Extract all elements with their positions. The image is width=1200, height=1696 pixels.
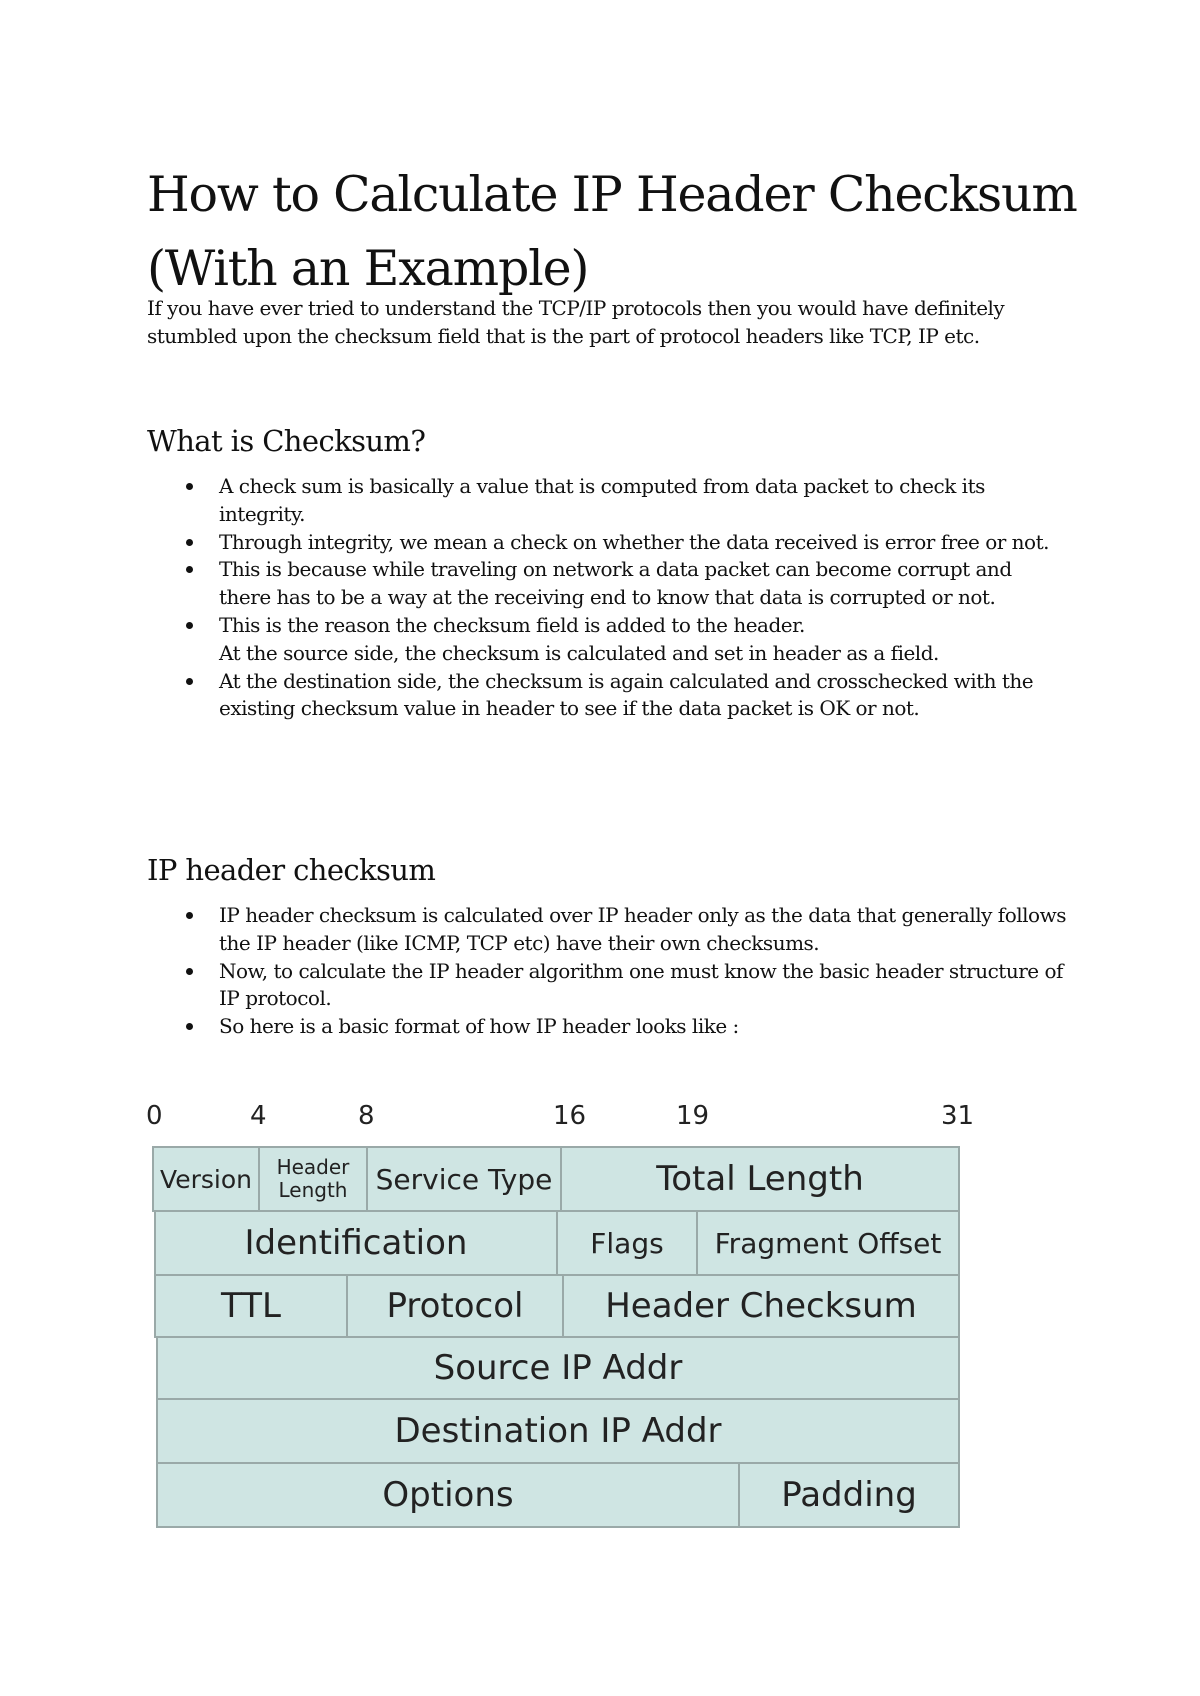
list-item: At the destination side, the checksum is again calculated and crosschecked with the existing checksum value in header to see if the data packet is OK or not. <box>147 668 1067 724</box>
section-heading-what-is-checksum: What is Checksum? <box>147 424 426 458</box>
list-item: A check sum is basically a value that is computed from data packet to check its integrity. <box>147 473 1067 529</box>
field-header-length-line2: Length <box>278 1178 348 1202</box>
field-header-length <box>258 1146 368 1212</box>
list-item: Now, to calculate the IP header algorithm one must know the basic header structure of IP protocol. <box>147 958 1067 1014</box>
field-options: Options <box>156 1462 740 1528</box>
bit-label-31: 31 <box>941 1101 975 1131</box>
ip-header-bullet-list <box>147 902 1067 1041</box>
field-header-length-line1: Header <box>276 1155 350 1179</box>
bullet-icon <box>186 483 193 490</box>
field-flags: Flags <box>556 1210 698 1276</box>
bullet-icon <box>186 1023 193 1030</box>
list-item: This is because while traveling on network a data packet can become corrupt and there has to be a way at the receiving end to know that data is corrupted or not. <box>147 556 1067 612</box>
checksum-bullet-list <box>147 473 1067 723</box>
bullet-icon <box>186 566 193 573</box>
field-source-ip: Source IP Addr <box>156 1336 960 1400</box>
field-identification: Identification <box>154 1210 558 1276</box>
section-heading-ip-header-checksum: IP header checksum <box>147 853 436 887</box>
list-item: Through integrity, we mean a check on whether the data received is error free or not. <box>147 529 1067 557</box>
bit-label-8: 8 <box>358 1101 375 1131</box>
intro-paragraph: If you have ever tried to understand the TCP/IP protocols then you would have definitely stumbled upon the checksum field that is the part of protocol headers like TCP, IP etc. <box>147 296 1005 348</box>
bullet-icon <box>186 968 193 975</box>
field-padding: Padding <box>738 1462 960 1528</box>
list-item: IP header checksum is calculated over IP header only as the data that generally follows the IP header (like ICMP, TCP etc) have their own checksums. <box>147 902 1067 958</box>
list-item: This is the reason the checksum field is added to the header. At the source side, the checksum is calculated and set in header as a field. <box>147 612 1067 668</box>
bullet-icon <box>186 912 193 919</box>
field-ttl: TTL <box>154 1274 348 1338</box>
bit-label-0: 0 <box>146 1101 163 1131</box>
field-fragment-offset: Fragment Offset <box>696 1210 960 1276</box>
bullet-icon <box>186 678 193 685</box>
field-destination-ip: Destination IP Addr <box>156 1398 960 1464</box>
field-total-length: Total Length <box>560 1146 960 1212</box>
list-item: So here is a basic format of how IP header looks like : <box>147 1013 1067 1041</box>
field-service-type: Service Type <box>366 1146 562 1212</box>
bullet-icon <box>186 539 193 546</box>
bullet-icon <box>186 622 193 629</box>
field-protocol: Protocol <box>346 1274 564 1338</box>
field-header-checksum: Header Checksum <box>562 1274 960 1338</box>
page-title: How to Calculate IP Header Checksum (With an Example) <box>147 166 1077 297</box>
bit-label-4: 4 <box>250 1101 267 1131</box>
bit-label-19: 19 <box>676 1101 710 1131</box>
field-version: Version <box>152 1146 260 1212</box>
bit-label-16: 16 <box>553 1101 587 1131</box>
